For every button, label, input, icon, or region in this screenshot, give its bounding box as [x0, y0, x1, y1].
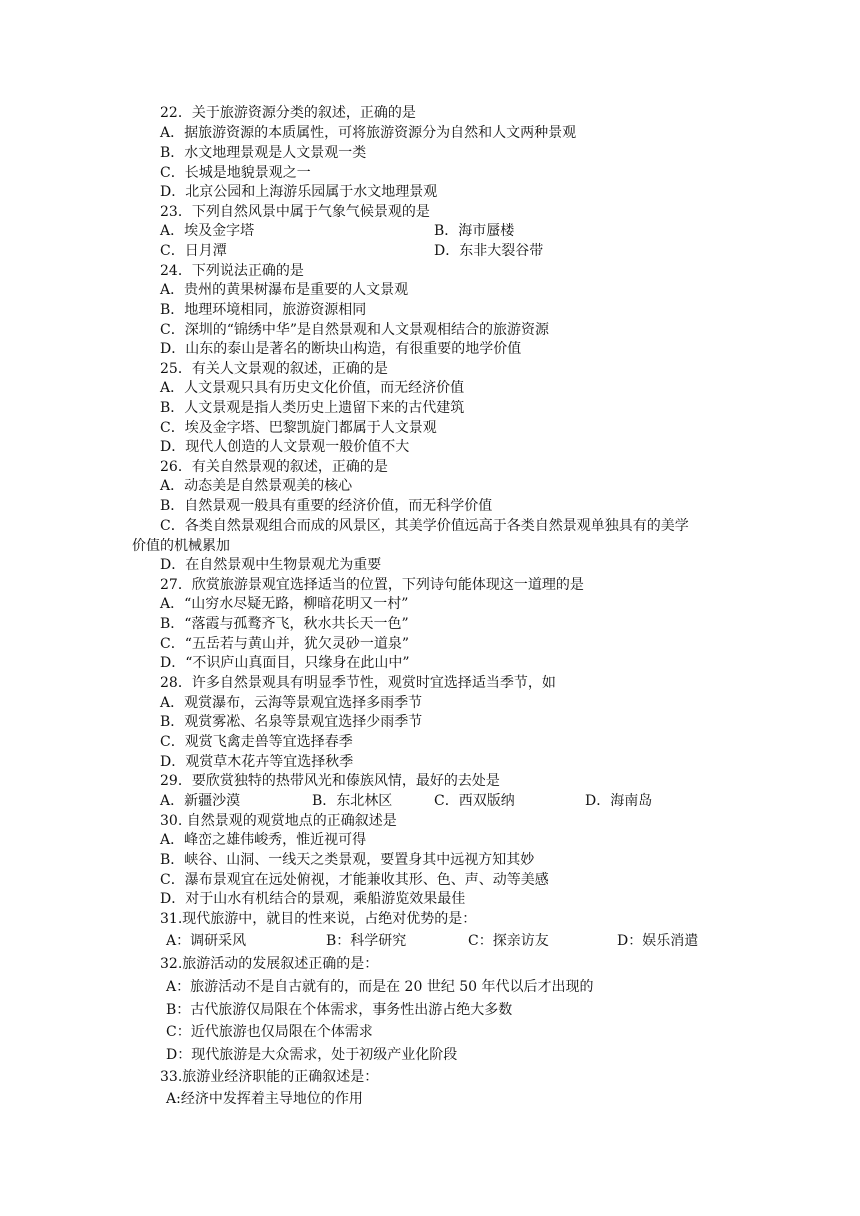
option-32-c: C：近代旅游也仅局限在个体需求	[166, 1024, 373, 1040]
option-24-d: D．山东的泰山是著名的断块山构造，有很重要的地学价值	[160, 341, 522, 357]
option-29-a: A．新疆沙漠	[160, 793, 241, 809]
option-31-c: C：探亲访友	[468, 933, 549, 949]
option-26-b: B．自然景观一般具有重要的经济价值，而无科学价值	[160, 498, 493, 514]
option-23-c: C．日月潭	[160, 243, 227, 259]
option-30-a: A．峰峦之雄伟峻秀，惟近视可得	[160, 832, 367, 848]
option-32-a: A：旅游活动不是自古就有的，而是在 20 世纪 50 年代以后才出现的	[166, 979, 594, 995]
option-25-b: B．人文景观是指人类历史上遗留下来的古代建筑	[160, 400, 465, 416]
question-26: 26．有关自然景观的叙述，正确的是	[160, 459, 388, 475]
question-30: 30. 自然景观的观赏地点的正确叙述是	[160, 813, 397, 829]
option-23-b: B．海市蜃楼	[434, 223, 515, 239]
question-31: 31.现代旅游中，就目的性来说，占绝对优势的是：	[160, 911, 477, 927]
option-23-d: D．东非大裂谷带	[434, 243, 544, 259]
option-31-b: B：科学研究	[326, 933, 407, 949]
question-24: 24．下列说法正确的是	[160, 263, 304, 279]
option-32-b: B：古代旅游仅局限在个体需求，事务性出游占绝大多数	[166, 1002, 513, 1018]
question-28: 28．许多自然景观具有明显季节性，观赏时宜选择适当季节，如	[160, 675, 556, 691]
question-33: 33.旅游业经济职能的正确叙述是：	[160, 1069, 379, 1085]
question-32: 32.旅游活动的发展叙述正确的是：	[160, 956, 379, 972]
option-29-b: B．东北林区	[312, 793, 393, 809]
option-23-a: A．埃及金字塔	[160, 223, 255, 239]
option-30-d: D．对于山水有机结合的景观，乘船游览效果最佳	[160, 891, 466, 907]
question-23: 23．下列自然风景中属于气象气候景观的是	[160, 204, 430, 220]
option-27-c: C．“五岳若与黄山并，犹欠灵砂一道泉”	[160, 636, 410, 652]
option-28-d: D．观赏草木花卉等宜选择秋季	[160, 754, 354, 770]
option-25-a: A．人文景观只具有历史文化价值，而无经济价值	[160, 380, 465, 396]
question-25: 25．有关人文景观的叙述，正确的是	[160, 361, 388, 377]
question-22: 22．关于旅游资源分类的叙述，正确的是	[160, 105, 416, 121]
option-26-d: D．在自然景观中生物景观尤为重要	[160, 557, 382, 573]
question-27: 27．欣赏旅游景观宜选择适当的位置，下列诗句能体现这一道理的是	[160, 577, 584, 593]
option-28-c: C．观赏飞禽走兽等宜选择春季	[160, 734, 353, 750]
option-27-d: D．“不识庐山真面目，只缘身在此山中”	[160, 655, 410, 671]
option-28-b: B．观赏雾凇、名泉等景观宜选择少雨季节	[160, 714, 423, 730]
option-24-c: C．深圳的“锦绣中华”是自然景观和人文景观相结合的旅游资源	[160, 322, 550, 338]
option-29-d: D．海南岛	[585, 793, 653, 809]
option-26-c: C．各类自然景观组合而成的风景区，其美学价值远高于各类自然景观单独具有的美学	[160, 518, 689, 534]
option-30-c: C．瀑布景观宜在远处俯视，才能兼收其形、色、声、动等美感	[160, 872, 549, 888]
option-25-c: C．埃及金字塔、巴黎凯旋门都属于人文景观	[160, 420, 437, 436]
option-24-b: B．地理环境相同，旅游资源相同	[160, 302, 367, 318]
option-31-a: A：调研采风	[166, 933, 247, 949]
option-22-b: B．水文地理景观是人文景观一类	[160, 145, 367, 161]
option-22-a: A．据旅游资源的本质属性，可将旅游资源分为自然和人文两种景观	[160, 125, 577, 141]
option-28-a: A．观赏瀑布，云海等景观宜选择多雨季节	[160, 695, 423, 711]
option-22-c: C．长城是地貌景观之一	[160, 165, 311, 181]
option-27-b: B．“落霞与孤鹜齐飞，秋水共长天一色”	[160, 616, 409, 632]
option-33-a: A:经济中发挥着主导地位的作用	[166, 1091, 363, 1107]
option-31-d: D：娱乐消遣	[617, 933, 699, 949]
option-29-c: C．西双版纳	[434, 793, 515, 809]
option-25-d: D．现代人创造的人文景观一般价值不大	[160, 439, 410, 455]
option-26-c-continued: 价值的机械累加	[132, 538, 230, 554]
option-30-b: B．峡谷、山洞、一线天之类景观，要置身其中远视方知其妙	[160, 852, 535, 868]
option-32-d: D：现代旅游是大众需求，处于初级产业化阶段	[166, 1047, 458, 1063]
option-26-a: A．动态美是自然景观美的核心	[160, 478, 353, 494]
option-24-a: A．贵州的黄果树瀑布是重要的人文景观	[160, 282, 409, 298]
option-27-a: A．“山穷水尽疑无路，柳暗花明又一村”	[160, 596, 409, 612]
option-22-d: D．北京公园和上海游乐园属于水文地理景观	[160, 184, 438, 200]
question-29: 29．要欣赏独特的热带风光和傣族风情，最好的去处是	[160, 773, 500, 789]
